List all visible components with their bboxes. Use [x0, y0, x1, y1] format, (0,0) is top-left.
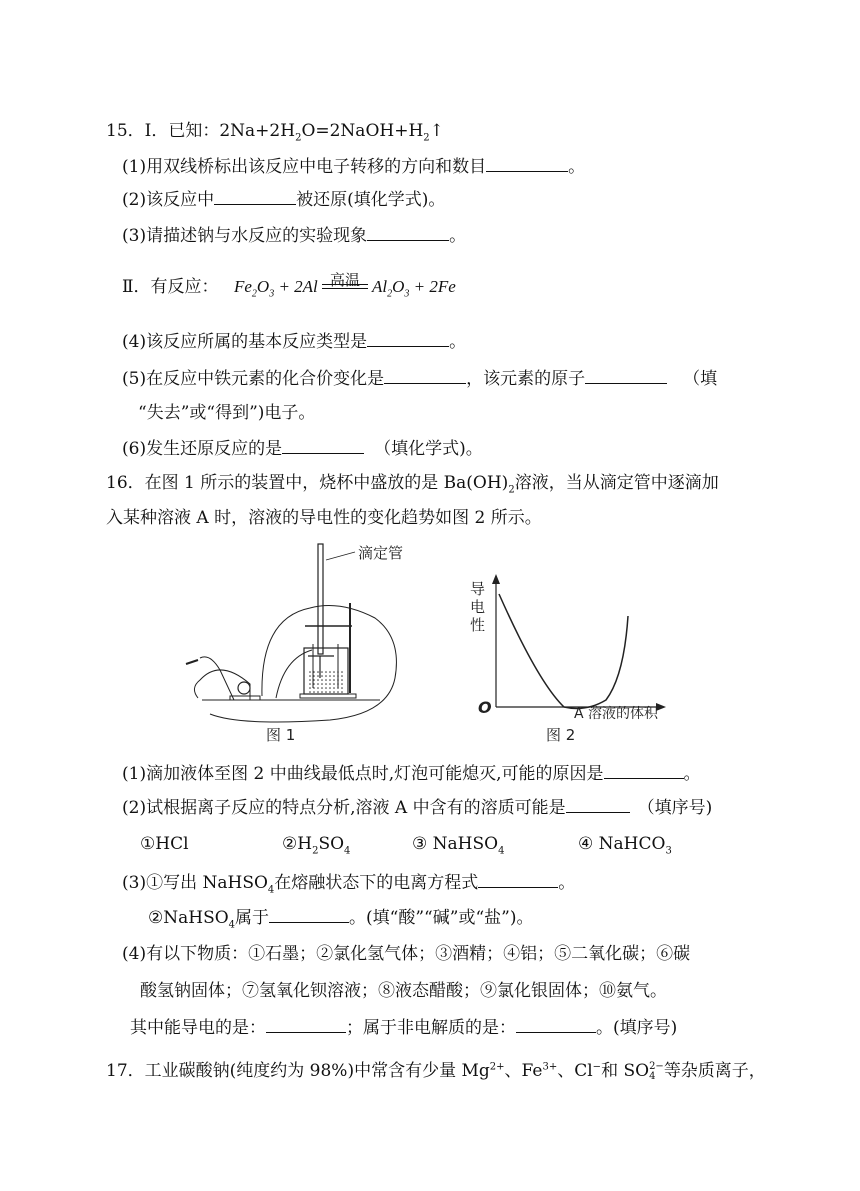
- figure-1-caption: 图 1: [266, 726, 296, 744]
- q16-option-4: ④ NaHCO$_3$: [578, 834, 672, 857]
- q17-intro: 17．工业碳酸钠(纯度约为 98%)中常含有少量 $Mg^{2+}$、$Fe^{3+}$、Cl−和 SO 2− 4 等杂质离子，: [106, 1060, 766, 1082]
- y-axis-arrow: [492, 574, 500, 584]
- answer-blank[interactable]: [604, 762, 684, 779]
- figure-2-graph: [466, 572, 686, 752]
- answer-blank[interactable]: [516, 1016, 596, 1033]
- circuit-wire: [210, 606, 396, 722]
- q16-part1: (1)滴加液体至图 2 中曲线最低点时,灯泡可能熄灭,可能的原因是 。: [122, 764, 701, 784]
- q15-title: 15．Ⅰ．已知：$2Na+2H_2O=2NaOH+H_2↑$: [106, 121, 444, 144]
- q15-part2: (2)该反应中 被还原(填化学式)。: [122, 190, 446, 210]
- q16-option-1: ①HCl: [140, 834, 189, 854]
- q15-part5-cont: “失去”或“得到”)电子。: [138, 403, 316, 423]
- answer-blank[interactable]: [367, 224, 449, 241]
- answer-blank[interactable]: [585, 367, 667, 384]
- q16-option-3: ③ NaHSO$_4$: [412, 834, 505, 857]
- q16-intro-line1: 16．在图 1 所示的装置中，烧杯中盛放的是 $Ba(OH)_2$溶液，当从滴定管中逐滴加: [106, 473, 719, 496]
- figure-1-apparatus: [180, 538, 410, 750]
- answer-blank[interactable]: [478, 871, 558, 888]
- figure-2-caption: 图 2: [546, 726, 576, 744]
- answer-blank[interactable]: [486, 155, 568, 172]
- answer-blank[interactable]: [214, 188, 296, 205]
- q15-part5: (5)在反应中铁元素的化合价变化是 ，该元素的原子 （填: [122, 369, 718, 389]
- q16-option-2: $②H_2SO_4$: [282, 834, 351, 857]
- q15-part-ii: Ⅱ．有反应： $Fe_2O_3 + 2Al$ 高温 $Al_2O_3 + 2Fe$: [122, 273, 456, 300]
- q16-part4-line1: (4)有以下物质：①石墨；②氯化氢气体；③酒精；④铝；⑤二氧化碳；⑥碳: [122, 944, 691, 964]
- lamp-base: [230, 696, 260, 700]
- answer-blank[interactable]: [269, 906, 349, 923]
- reaction-equation: $Fe_2O_3 + 2Al$ 高温 $Al_2O_3 + 2Fe$: [233, 273, 456, 300]
- q16-part2: (2)试根据离子反应的特点分析,溶液 A 中含有的溶质可能是 （填序号): [122, 798, 713, 818]
- q16-part4-line2: 酸氢钠固体；⑦氢氧化钡溶液；⑧液态醋酸；⑨氯化银固体；⑩氨气。: [140, 981, 667, 1001]
- q15-part3: (3)请描述钠与水反应的实验现象 。: [122, 226, 467, 246]
- answer-blank[interactable]: [282, 437, 364, 454]
- q15-part6: (6)发生还原反应的是 （填化学式)。: [122, 439, 483, 459]
- answer-blank[interactable]: [384, 367, 466, 384]
- q16-part3-1: (3)①写出 NaHSO$_4$在熔融状态下的电离方程式 。: [122, 873, 576, 896]
- q16-intro-line2: 入某种溶液 A 时，溶液的导电性的变化趋势如图 2 所示。: [106, 508, 542, 528]
- y-label-char2: 电: [470, 598, 486, 616]
- conductivity-curve: [499, 594, 628, 708]
- answer-blank[interactable]: [566, 796, 630, 813]
- bulb: [238, 682, 250, 694]
- q16-part4-line3: 其中能导电的是： ；属于非电解质的是： 。(填序号): [130, 1018, 678, 1038]
- q16-part3-2: ②NaHSO$_4$属于 。(填“酸”“碱”或“盐”)。: [148, 908, 534, 931]
- burette-label: 滴定管: [358, 544, 404, 562]
- answer-blank[interactable]: [367, 330, 449, 347]
- answer-blank[interactable]: [266, 1016, 346, 1033]
- burette-tube: [318, 544, 323, 654]
- y-label-char3: 性: [470, 616, 486, 634]
- y-label-char1: 导: [470, 580, 486, 598]
- x-axis-label: A 溶液的体积: [574, 706, 659, 722]
- q15-part1: (1)用双线桥标出该反应中电子转移的方向和数目 。: [122, 157, 586, 177]
- plug-wire: [200, 657, 234, 700]
- q15-part4: (4)该反应所属的基本反应类型是 。: [122, 332, 467, 352]
- origin-label: O: [478, 698, 492, 717]
